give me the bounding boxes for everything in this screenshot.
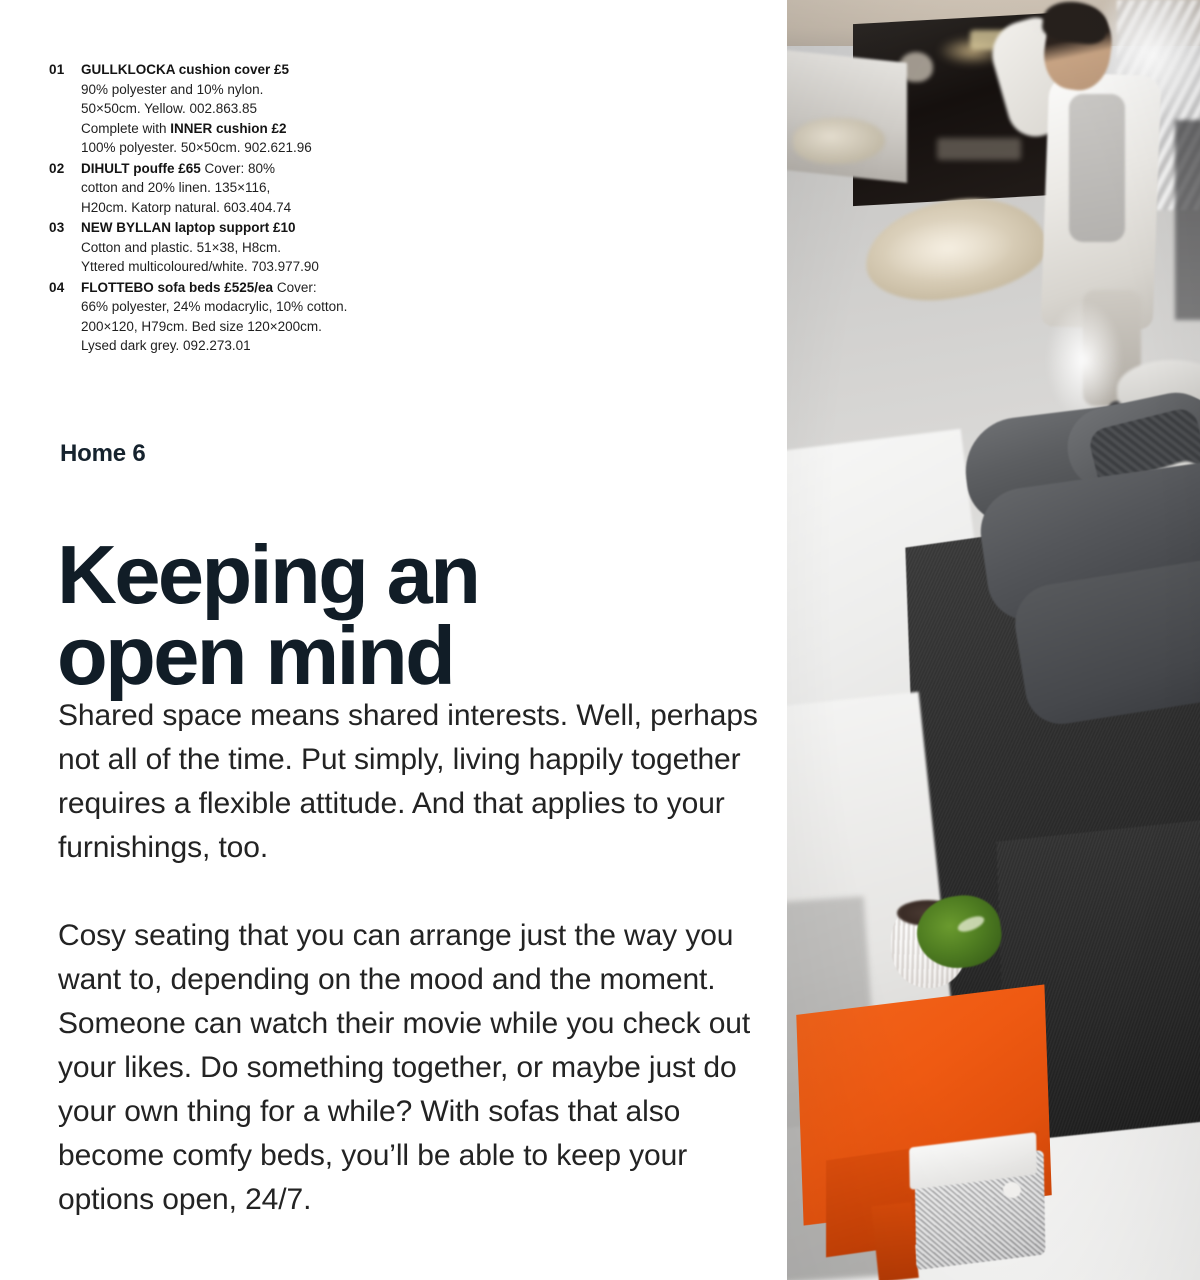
article-paragraph: Cosy seating that you can arrange just the way you want to, depending on the mood and the moment. Someone can watch their movie while you check out your likes. Do something together, or maybe just do your own thing for a while? With sofas that also become comfy beds, you’ll be able to keep your options open, 24/7. bbox=[58, 919, 751, 1216]
product-name: FLOTTEBO sofa beds £525/ea bbox=[81, 279, 274, 295]
person-shirt bbox=[1069, 94, 1125, 242]
product-number: 04 bbox=[49, 279, 65, 295]
laptop-support-detail bbox=[1003, 1182, 1021, 1198]
product-detail-line: 200×120, H79cm. Bed size 120×200cm. bbox=[81, 318, 322, 334]
product-description bbox=[81, 218, 469, 277]
product-legend-list bbox=[49, 60, 469, 357]
product-detail-line: 50×50cm. Yellow. 002.863.85 bbox=[81, 101, 258, 116]
product-sub-name: INNER cushion £2 bbox=[170, 120, 287, 136]
product-sub-prefix: Complete with bbox=[81, 120, 171, 136]
product-legend-item bbox=[49, 218, 469, 277]
product-sub-detail: 100% polyester. 50×50cm. 902.621.96 bbox=[81, 140, 312, 155]
product-name: GULLKLOCKA cushion cover £5 bbox=[81, 62, 290, 77]
product-name: DIHULT pouffe £65 bbox=[81, 160, 201, 176]
product-legend-item bbox=[49, 278, 469, 356]
floor-highlight bbox=[1045, 300, 1123, 420]
article-paragraph: Shared space means shared interests. Well, perhaps not all of the time. Put simply, living happily together requires a flexible attitude. And that applies to your furnishings, too. bbox=[58, 699, 758, 864]
product-description bbox=[81, 159, 469, 218]
orange-table-leg bbox=[871, 1202, 919, 1280]
product-detail-line: cotton and 20% linen. 135×116, bbox=[81, 180, 271, 195]
product-legend-item bbox=[49, 159, 469, 218]
product-name: NEW BYLLAN laptop support £10 bbox=[81, 220, 296, 235]
headline-line-1: Keeping an bbox=[57, 527, 479, 621]
background-panel bbox=[1175, 120, 1200, 320]
product-description bbox=[81, 278, 469, 356]
room-photo bbox=[787, 0, 1200, 1280]
product-legend-item bbox=[49, 60, 469, 158]
shelf-object bbox=[937, 138, 1021, 160]
product-detail-line: Lysed dark grey. 092.273.01 bbox=[81, 338, 251, 353]
product-detail-line: 90% polyester and 10% nylon. bbox=[81, 81, 264, 97]
product-detail-line: Yttered multicoloured/white. 703.977.90 bbox=[81, 259, 319, 274]
product-detail-line: Cotton and plastic. 51×38, H8cm. bbox=[81, 239, 281, 255]
product-name-suffix: Cover: 80% bbox=[200, 160, 276, 176]
product-number: 01 bbox=[49, 62, 65, 77]
product-name-suffix: Cover: bbox=[273, 279, 317, 295]
headline-line-2: open mind bbox=[57, 608, 454, 702]
product-detail-line: 66% polyester, 24% modacrylic, 10% cotton. bbox=[81, 299, 348, 314]
page-title bbox=[57, 527, 757, 702]
product-description bbox=[81, 60, 469, 158]
product-detail-line: H20cm. Katorp natural. 603.404.74 bbox=[81, 199, 292, 215]
product-number: 02 bbox=[49, 160, 65, 176]
section-kicker: Home 6 bbox=[60, 440, 146, 467]
article-body bbox=[58, 694, 758, 1222]
product-number: 03 bbox=[49, 220, 65, 235]
room-photo-canvas bbox=[787, 0, 1200, 1280]
